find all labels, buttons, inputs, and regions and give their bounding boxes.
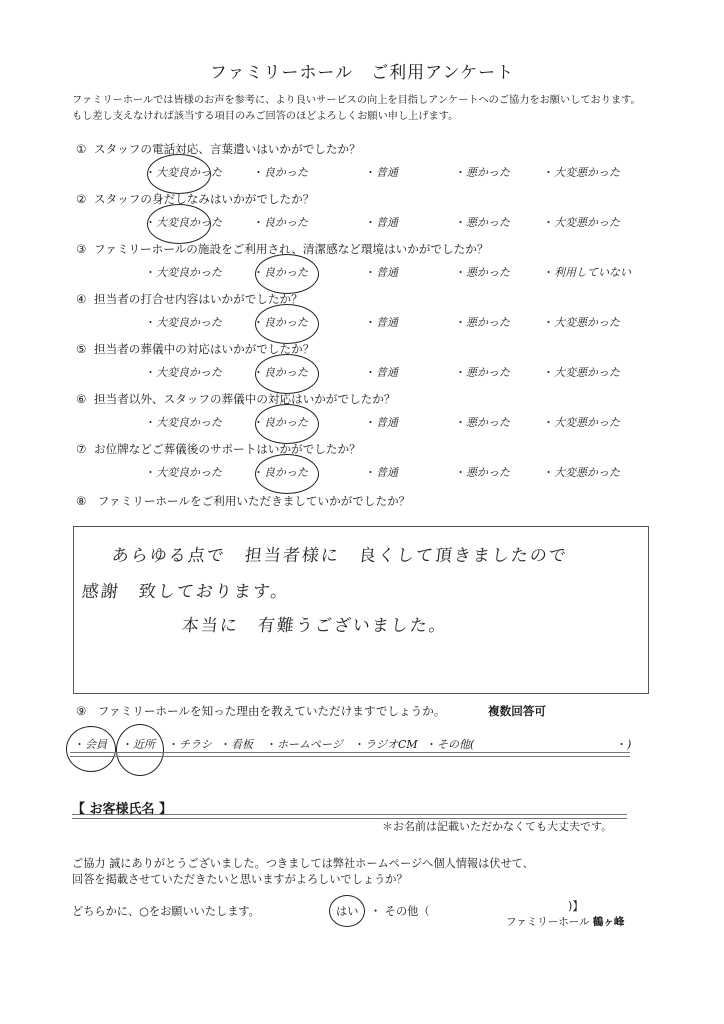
q9-option-flyer[interactable]: ・ チラシ <box>168 736 212 752</box>
signature-company: ファミリーホール <box>506 916 593 928</box>
other-label: その他（ <box>384 905 430 918</box>
q9-divider <box>70 752 630 757</box>
q9-option-neighborhood[interactable]: ・ 近所 <box>122 736 155 752</box>
question-5 <box>76 341 314 357</box>
rating-option[interactable]: ・ 大変良かった <box>145 364 222 380</box>
q9-option-radio-cm[interactable]: ・ ラジオCM <box>354 736 418 752</box>
question-number: ② <box>76 192 87 206</box>
rating-option[interactable]: ・ 悪かった <box>455 364 510 380</box>
question-2 <box>76 191 314 207</box>
rating-option[interactable]: ・ 普通 <box>365 214 398 230</box>
rating-option[interactable]: ・ 普通 <box>365 314 398 330</box>
rating-option[interactable]: ・ 良かった <box>253 214 308 230</box>
question-text: 担当者以外、スタッフの葬儀中の対応はいかがでしたか？ <box>94 392 396 406</box>
question-7 <box>76 441 361 457</box>
question-number: ⑤ <box>76 342 87 356</box>
rating-option[interactable]: ・ 普通 <box>365 414 398 430</box>
rating-option[interactable]: ・ 大変良かった <box>145 164 222 180</box>
question-1-options <box>0 164 724 182</box>
rating-option[interactable]: ・ 悪かった <box>455 214 510 230</box>
comment-box[interactable] <box>73 526 649 694</box>
intro-line-2: もし差し支えなければ該当する項目のみご回答のほどよろしくお願い申し上げます。 <box>72 111 459 122</box>
question-text: スタッフの電話対応、言葉遣いはいかがでしたか？ <box>94 142 361 156</box>
rating-option[interactable]: ・ 大変良かった <box>145 214 222 230</box>
rating-option[interactable]: ・ 悪かった <box>455 264 510 280</box>
question-text: ファミリーホールを知った理由を教えていただけますでしょうか。 <box>97 704 446 718</box>
question-number: ⑨ <box>76 704 87 718</box>
question-number: ⑦ <box>76 442 87 456</box>
q9-option-homepage[interactable]: ・ ホームページ <box>266 736 343 752</box>
consent-other-close: )】 <box>568 900 584 913</box>
multiple-answers-note: 複数回答可 <box>488 704 546 718</box>
question-number: ⑥ <box>76 392 87 406</box>
question-3 <box>76 241 488 257</box>
rating-option[interactable]: ・ 普通 <box>365 464 398 480</box>
question-3-options <box>0 264 724 282</box>
question-number: ④ <box>76 292 87 306</box>
signature <box>506 914 624 929</box>
consent-yes-option[interactable] <box>336 903 358 919</box>
question-6-options <box>0 414 724 432</box>
rating-option[interactable]: ・ 良かった <box>253 414 308 430</box>
rating-option[interactable]: ・ 大変悪かった <box>543 414 620 430</box>
rating-option[interactable]: ・ 大変悪かった <box>543 214 620 230</box>
rating-option[interactable]: ・ 普通 <box>365 264 398 280</box>
question-text: ファミリーホールをご利用いただきましていかがでしたか？ <box>97 494 411 508</box>
question-7-options <box>0 464 724 482</box>
thanks-line-1: ご協力 誠にありがとうございました。つきましては弊社ホームページへ個人情報は伏せて、 <box>72 857 534 870</box>
customer-name-label: 【 お客様氏名 】 <box>72 802 173 817</box>
question-text: 担当者の葬儀中の対応はいかがでしたか？ <box>94 342 315 356</box>
question-9 <box>76 703 546 719</box>
question-text: 担当者の打合せ内容はいかがでしたか？ <box>94 292 303 306</box>
separator: ・ <box>370 905 382 918</box>
intro-text <box>72 93 641 125</box>
question-number: ① <box>76 142 87 156</box>
question-5-options <box>0 364 724 382</box>
question-4-options <box>0 314 724 332</box>
rating-option[interactable]: ・ 悪かった <box>455 464 510 480</box>
question-8 <box>76 493 410 509</box>
question-text: お位牌などご葬儀後のサポートはいかがでしたか？ <box>94 442 361 456</box>
intro-line-1: ファミリーホールでは皆様のお声を参考に、より良いサービスの向上を目指しアンケートへのご協力をお願いしております。 <box>72 95 641 106</box>
question-number: ③ <box>76 242 87 256</box>
page-title: ファミリーホール ご利用アンケート <box>209 63 515 83</box>
question-text: スタッフの身だしなみはいかがでしたか？ <box>94 192 315 206</box>
q9-option-other[interactable]: ・ その他( <box>426 736 474 752</box>
question-text: ファミリーホールの施設をご利用され、清潔感など環境はいかがでしたか？ <box>94 242 489 256</box>
rating-option[interactable]: ・ 良かった <box>253 464 308 480</box>
rating-option[interactable]: ・ 大変良かった <box>145 264 222 280</box>
rating-option[interactable]: ・ 普通 <box>365 364 398 380</box>
consent-other-option[interactable] <box>370 903 430 919</box>
rating-option[interactable]: ・ 悪かった <box>455 314 510 330</box>
handwritten-line-2: 感謝 致しております。 <box>80 582 291 602</box>
rating-option[interactable]: ・ 普通 <box>365 164 398 180</box>
rating-option[interactable]: ・ 大変悪かった <box>543 464 620 480</box>
rating-option[interactable]: ・ 大変良かった <box>145 414 222 430</box>
handwritten-line-3: 本当に 有難うございました。 <box>180 616 449 636</box>
rating-option[interactable]: ・ 大変悪かった <box>543 164 620 180</box>
signature-branch: 鶴ヶ峰 <box>592 916 625 928</box>
rating-option[interactable]: ・ 良かった <box>253 314 308 330</box>
yes-label: はい <box>336 905 359 918</box>
question-6 <box>76 391 395 407</box>
question-2-options <box>0 214 724 232</box>
question-4 <box>76 291 303 307</box>
handwritten-line-1: あらゆる点で 担当者様に 良くして頂きましたので <box>110 546 569 566</box>
q9-other-close: ・ ) <box>616 736 631 752</box>
thanks-line-2: 回答を掲載させていただきたいと思いますがよろしいでしょうか？ <box>72 873 408 886</box>
rating-option[interactable]: ・ 利用していない <box>543 264 631 280</box>
rating-option[interactable]: ・ 良かった <box>253 264 308 280</box>
q9-option-signboard[interactable]: ・ 看板 <box>220 736 253 752</box>
rating-option[interactable]: ・ 良かった <box>253 164 308 180</box>
thanks-text <box>72 856 534 888</box>
q9-option-member[interactable]: ・ 会員 <box>74 736 107 752</box>
rating-option[interactable]: ・ 悪かった <box>455 414 510 430</box>
rating-option[interactable]: ・ 大変良かった <box>145 314 222 330</box>
question-number: ⑧ <box>76 494 87 508</box>
consent-prompt: どちらかに、○をお願いいたします。 <box>72 905 260 918</box>
rating-option[interactable]: ・ 大変悪かった <box>543 364 620 380</box>
rating-option[interactable]: ・ 良かった <box>253 364 308 380</box>
rating-option[interactable]: ・ 大変良かった <box>145 464 222 480</box>
question-1 <box>76 141 361 157</box>
name-optional-note: ＊お名前は記載いただかなくても大丈夫です。 <box>382 820 613 833</box>
rating-option[interactable]: ・ 大変悪かった <box>543 314 620 330</box>
rating-option[interactable]: ・ 悪かった <box>455 164 510 180</box>
